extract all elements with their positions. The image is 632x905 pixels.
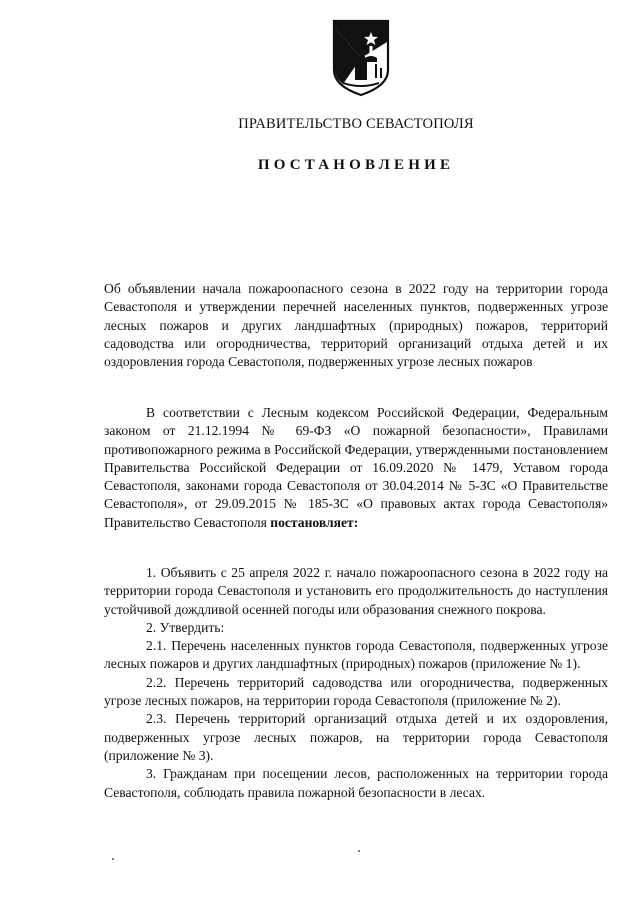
preamble-text: В соответствии с Лесным кодексом Российской Федерации, Федеральным законом от 21.12.1994 № 69-ФЗ «О пожарной безопасности», Правилами противопожарного режима в Российской Федерации, утвержденными постановлением Правительства Российской Федерации от 16.09.2020 № 1479, Уставом города Севастополя, законами города Севастополя от 30.04.2014 № 5-ЗС «О Правительстве Севастополя», от 29.09.2015 № 185-ЗС «О правовых актах города Севастополя» Правительство Севастополя xyxy=(104,405,608,530)
organization-name: ПРАВИТЕЛЬСТВО СЕВАСТОПОЛЯ xyxy=(238,116,474,132)
scan-speck xyxy=(112,858,114,860)
item-2-2: 2.2. Перечень территорий садоводства или огородничества, подверженных угрозе лесных пожаров, на территории города Севастополя (приложение № 2). xyxy=(104,674,608,709)
document-type: ПОСТАНОВЛЕНИЕ xyxy=(257,157,455,173)
preamble-emphasis: постановляет: xyxy=(270,514,359,530)
item-2: 2. Утвердить: xyxy=(146,619,225,635)
scan-speck xyxy=(358,850,360,852)
item-1: 1. Объявить с 25 апреля 2022 г. начало пожароопасного сезона в 2022 году на территории города Севастополя и установить его продолжительность до наступления устойчивой дождливой осенней погоды или образования снежного покрова. xyxy=(104,565,608,617)
item-2-1: 2.1. Перечень населенных пунктов города Севастополя, подверженных угрозе лесных пожаров и других ландшафтных (природных) пожаров (приложение № 1). xyxy=(104,638,608,672)
item-3: 3. Гражданам при посещении лесов, расположенных на территории города Севастополя, соблюдать правила пожарной безопасности в лесах. xyxy=(104,766,608,800)
document-title: Об объявлении начала пожароопасного сезона в 2022 году на территории города Севастополя и утверждении перечней населенных пунктов, подверженных угрозе лесных пожаров и других ландшафтных (природных) пожаров, территорий садоводства или огородничества, территорий организаций отдыха детей и их оздоровления города Севастополя, подверженных угрозе лесных пожаров xyxy=(104,281,608,370)
items-section xyxy=(104,564,608,802)
item-2-3: 2.3. Перечень территорий организаций отдыха детей и их оздоровления, подверженных угрозе лесных пожаров, на территории города Севастополя (приложение № 3). xyxy=(104,711,608,763)
sevastopol-coat-of-arms-icon xyxy=(331,18,391,98)
preamble-paragraph xyxy=(104,404,608,532)
preamble-section xyxy=(104,404,608,532)
